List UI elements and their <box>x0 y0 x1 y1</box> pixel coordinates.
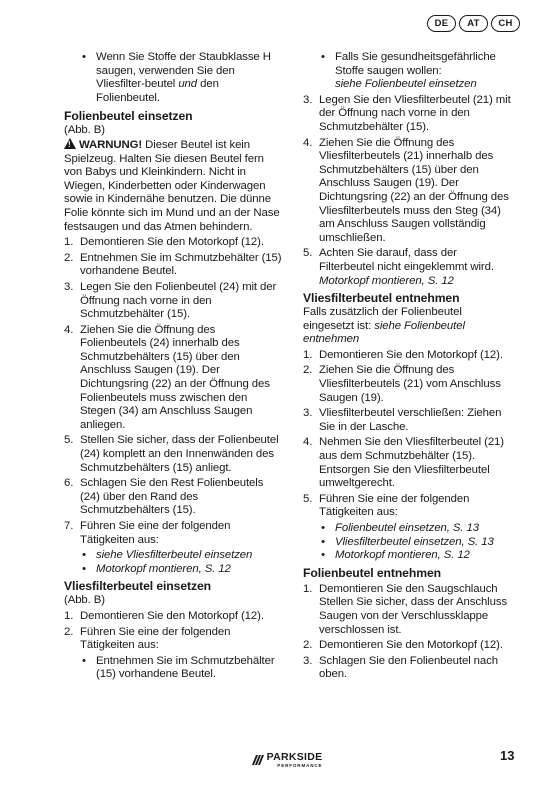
language-badge-ch: CH <box>491 15 520 32</box>
list-subitem: • Motorkopf montieren, S. 12 <box>319 549 515 563</box>
figure-reference: (Abb. B) <box>64 124 105 137</box>
list-item: 2. Entnehmen Sie im Schmutzbehälter (15) vorhandene Beutel. <box>64 251 282 278</box>
list-subitem: • Motorkopf montieren, S. 12 <box>80 563 282 577</box>
list-subitem: • Folienbeutel einsetzen, S. 13 <box>319 522 515 536</box>
steps-folienbeutel-entnehmen <box>303 583 515 682</box>
list-subitem: • Falls Sie gesundheitsgefährliche Stoffe saugen wollen: siehe Folienbeutel einsetzen <box>319 51 515 92</box>
list-item: 3. Legen Sie den Vliesfilterbeutel (21) mit der Öffnung nach vorne in den Schmutzbehälter (15). <box>303 93 511 133</box>
list-item: 3. Schlagen Sie den Folienbeutel nach oben. <box>303 654 498 681</box>
list-subitem: • siehe Vliesfilterbeutel einsetzen <box>80 549 282 563</box>
list-item: 1. Demontieren Sie den Motorkopf (12). <box>303 348 503 361</box>
steps-folienbeutel-einsetzen <box>64 236 282 576</box>
section-heading-folienbeutel-entnehmen: Folienbeutel entnehmen <box>303 565 441 580</box>
brand-logo <box>254 752 322 768</box>
list-item: 4. Ziehen Sie die Öffnung des Vliesfilterbeutels (21) innerhalb des Schmutzbehälters (15) über den Anschluss Saugen (19). Der Dichtungsring (22) an der Öffnung des Vliesfilterbeutels muss den Steg (34) am Anschluss Saugen vollständig umschließen. <box>303 136 509 244</box>
list-item: 2. Ziehen Sie die Öffnung des Vliesfilterbeutels (21) vom Anschluss Saugen (19). <box>303 364 501 404</box>
list-item: 6. Schlagen Sie den Rest Folienbeutels (24) über den Rand des Schmutzbehälters (15). <box>64 477 264 517</box>
section-heading-vliesfilterbeutel-entnehmen: Vliesfilterbeutel entnehmen <box>303 291 460 306</box>
warning-text: Dieser Beutel ist kein Spielzeug. Halten Sie diesen Beutel fern von Babys und Kleinkindern. Nicht in Wiegen, Kinderbetten oder Kinderwagen sowie in Kindernähe benutzen. Die dünne Folie könnte sich im Mund und an der Nase festsaugen und das Atmen behindern. <box>64 138 280 233</box>
language-badges <box>427 15 520 32</box>
list-item: 3. Vliesfilterbeutel verschließen: Ziehen Sie in der Lasche. <box>303 407 502 433</box>
intro-bullet-text-end: den Folienbeutel. <box>96 78 219 104</box>
intro-bullet <box>80 51 282 105</box>
brand-name: PARKSIDE <box>266 751 323 763</box>
list-item: 2. Demontieren Sie den Motorkopf (12). <box>303 639 503 652</box>
section-heading-folienbeutel-einsetzen: Folienbeutel einsetzen <box>64 109 193 124</box>
warning-paragraph <box>64 138 282 234</box>
steps-vliesfilterbeutel-einsetzen <box>64 610 282 682</box>
right-column <box>303 51 515 684</box>
list-item: 4. Nehmen Sie den Vliesfilterbeutel (21) aus dem Schmutzbehälter (15). Entsorgen Sie den Vliesfilterbeutel umweltgerecht. <box>303 436 504 490</box>
section-intro: Falls zusätzlich der Folienbeutel eingesetzt ist: siehe Folienbeutel entnehmen <box>303 306 465 346</box>
list-item: 5. Stellen Sie sicher, dass der Folienbeutel (24) komplett an den Innenwänden des Schmutzbehälters (15) anliegt. <box>64 434 279 474</box>
steps-vliesfilterbeutel-entnehmen <box>303 349 515 563</box>
intro-bullet-text: Wenn Sie Stoffe der Staubklasse H saugen, verwenden Sie den Vliesfilter-beutel <box>96 51 271 91</box>
list-item: 5. Führen Sie eine der folgenden Tätigkeiten aus: <box>303 492 470 519</box>
left-column <box>64 51 282 682</box>
list-item: 7. Führen Sie eine der folgenden Tätigkeiten aus: <box>64 520 231 546</box>
brand-subtitle: PERFORMANCE <box>277 762 323 768</box>
language-badge-de: DE <box>427 15 456 32</box>
list-item: 1. Demontieren Sie den Saugschlauch Stellen Sie sicher, dass der Anschluss Saugen von der Verschlussklappe verschlossen ist. <box>303 582 508 636</box>
intro-bullet-emphasis: und <box>178 78 198 91</box>
brand-slashes-icon <box>254 755 263 765</box>
list-item: 1. Demontieren Sie den Motorkopf (12). <box>64 236 264 249</box>
figure-reference: (Abb. B) <box>64 594 105 607</box>
steps-continued <box>303 94 515 288</box>
list-subitem: • Vliesfilterbeutel einsetzen, S. 13 <box>319 536 515 550</box>
warning-label: WARNUNG! <box>79 138 143 151</box>
list-subitem: • Entnehmen Sie im Schmutzbehälter (15) vorhandene Beutel. <box>80 655 282 682</box>
list-item: 4. Ziehen Sie die Öffnung des Folienbeutels (24) innerhalb des Schmutzbehälters (15) über den Anschluss Saugen (19). Der Dichtungsring (22) an der Öffnung des Folienbeutels muss zwischen den Stegen (34) am Anschluss Saugen anliegen. <box>64 323 270 431</box>
page-number: 13 <box>500 748 515 763</box>
language-badge-at: AT <box>459 15 488 32</box>
list-item: 5. Achten Sie darauf, dass der Filterbeutel nicht eingeklemmt wird. Motorkopf montieren, S. 12 <box>303 247 494 287</box>
list-item: 3. Legen Sie den Folienbeutel (24) mit der Öffnung nach vorne in den Schmutzbehälter (15). <box>64 280 277 321</box>
list-item: 2. Führen Sie eine der folgenden Tätigkeiten aus: <box>64 625 231 652</box>
warning-icon <box>64 138 76 149</box>
section-heading-vliesfilterbeutel-einsetzen: Vliesfilterbeutel einsetzen <box>64 579 211 594</box>
list-item: 1. Demontieren Sie den Motorkopf (12). <box>64 609 264 622</box>
